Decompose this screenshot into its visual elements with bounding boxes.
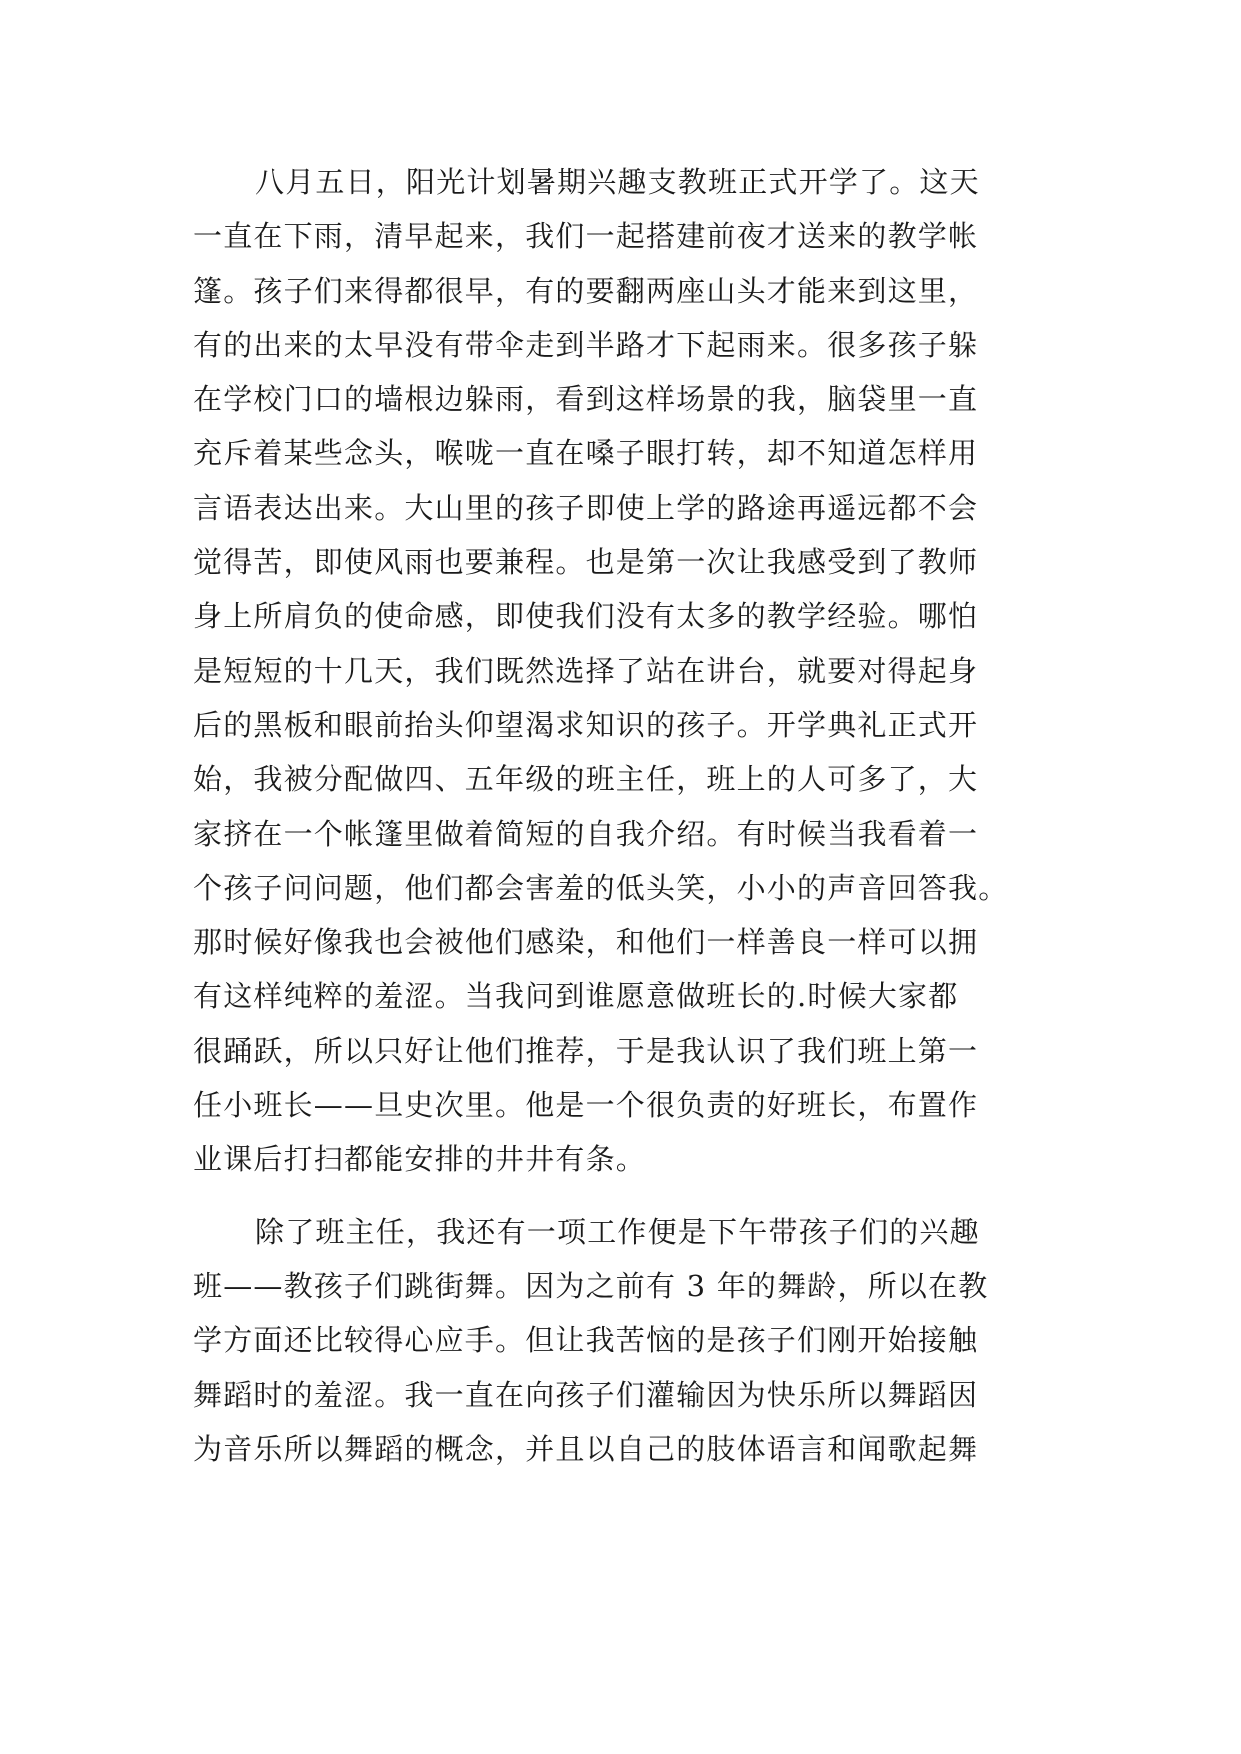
paragraph-1-line-7: 言语表达出来。大山里的孩子即使上学的路途再遥远都不会 <box>193 490 979 525</box>
paragraph-1-line-10: 是短短的十几天，我们既然选择了站在讲台，就要对得起身 <box>193 653 979 688</box>
paragraph-2-line-5: 为音乐所以舞蹈的概念，并且以自己的肢体语言和闻歌起舞 <box>193 1431 979 1466</box>
paragraph-1-line-4: 有的出来的太早没有带伞走到半路才下起雨来。很多孩子躲 <box>193 327 979 362</box>
paragraph-1-line-9: 身上所肩负的使命感，即使我们没有太多的教学经验。哪怕 <box>193 599 979 634</box>
paragraph-2-line-2: 班——教孩子们跳街舞。因为之前有 3 年的舞龄，所以在教 <box>193 1268 989 1303</box>
paragraph-1-line-6: 充斥着某些念头，喉咙一直在嗓子眼打转，却不知道怎样用 <box>193 436 979 471</box>
paragraph-1-line-2: 一直在下雨，清早起来，我们一起搭建前夜才送来的教学帐 <box>193 219 979 254</box>
paragraph-1-line-1: 八月五日，阳光计划暑期兴趣支教班正式开学了。这天 <box>255 165 980 199</box>
paragraph-1-line-11: 后的黑板和眼前抬头仰望渴求知识的孩子。开学典礼正式开 <box>193 707 979 742</box>
paragraph-1-line-14: 个孩子问问题，他们都会害羞的低头笑，小小的声音回答我。 <box>193 870 1009 905</box>
paragraph-2-line-4: 舞蹈时的羞涩。我一直在向孩子们灌输因为快乐所以舞蹈因 <box>193 1377 979 1412</box>
document-body <box>193 155 1053 1476</box>
paragraph-1-line-5: 在学校门口的墙根边躲雨，看到这样场景的我，脑袋里一直 <box>193 382 979 417</box>
paragraph-2-line-3: 学方面还比较得心应手。但让我苦恼的是孩子们刚开始接触 <box>193 1323 979 1358</box>
paragraph-1-line-19: 业课后打扫都能安排的井井有条。 <box>193 1142 647 1177</box>
paragraph-2-line-1: 除了班主任，我还有一项工作便是下午带孩子们的兴趣 <box>255 1214 980 1249</box>
paragraph-1-line-18: 任小班长——旦史次里。他是一个很负责的好班长，布置作 <box>193 1088 979 1123</box>
paragraph-1-line-3: 篷。孩子们来得都很早，有的要翻两座山头才能来到这里， <box>193 273 979 308</box>
paragraph-1-line-17: 很踊跃，所以只好让他们推荐，于是我认识了我们班上第一 <box>193 1033 979 1068</box>
paragraph-1-line-12: 始，我被分配做四、五年级的班主任，班上的人可多了，大 <box>193 762 979 797</box>
paragraph-1-line-13: 家挤在一个帐篷里做着简短的自我介绍。有时候当我看着一 <box>193 816 979 851</box>
paragraph-1-line-16: 有这样纯粹的羞涩。当我问到谁愿意做班长的.时候大家都 <box>193 979 959 1014</box>
paragraph-1-line-8: 觉得苦，即使风雨也要兼程。也是第一次让我感受到了教师 <box>193 545 979 580</box>
paragraph-1-line-15: 那时候好像我也会被他们感染，和他们一样善良一样可以拥 <box>193 925 979 960</box>
